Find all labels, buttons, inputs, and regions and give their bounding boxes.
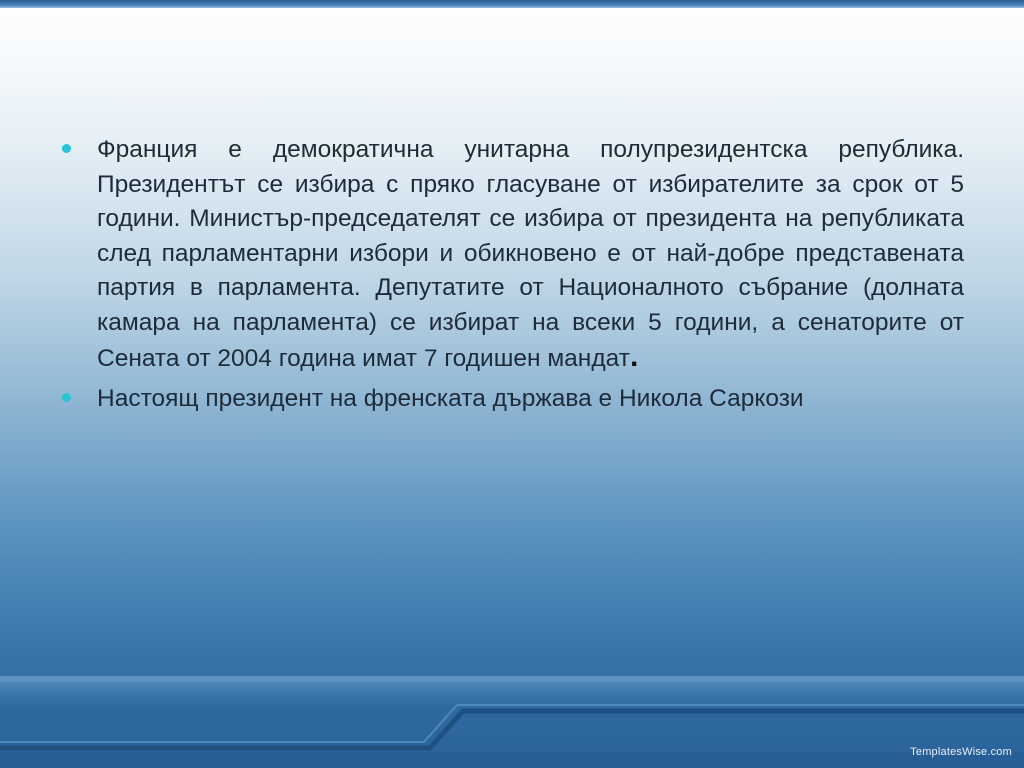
watermark-text: TemplatesWise.com — [910, 746, 1012, 758]
horizontal-band — [0, 682, 1024, 712]
horizontal-stripe-upper — [0, 676, 1024, 682]
bullet-text: Франция е демократична унитарна полупрезидентска република. Президентът се избира с пряко гласуване от избирателите за срок от 5 години. Министър-председателят се избира от президента на републиката след парламентарни избори и обикновено е от най-добре представената партия в парламента. Депутатите от Националното събрание (долната камара на парламента) се избират на всеки 5 години, а сенаторите от Сената от 2004 година имат 7 годишен мандат — [97, 136, 964, 372]
bottom-strip — [0, 752, 1024, 768]
bullet-trailing-period: . — [629, 340, 639, 373]
bullet-text: Настоящ президент на френската държава е Никола Саркози — [97, 384, 804, 412]
